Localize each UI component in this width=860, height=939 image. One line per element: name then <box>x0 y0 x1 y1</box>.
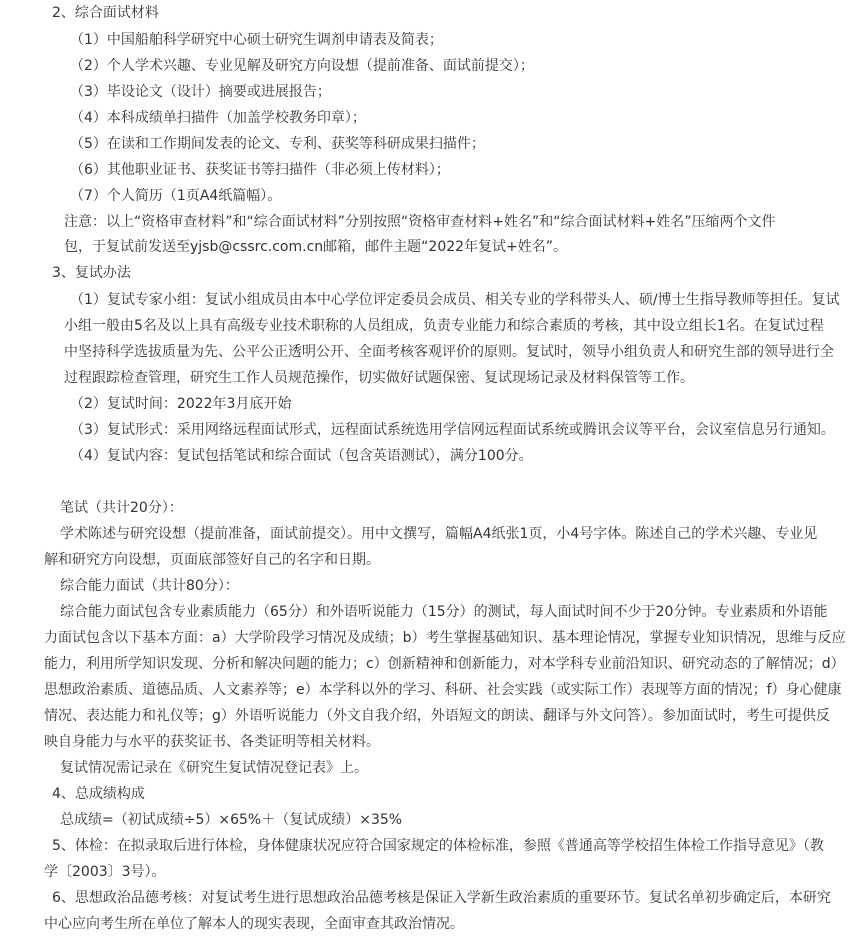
section-3-heading: 3、复试办法 <box>52 265 131 281</box>
section-6-line-2: 中心应向考生所在单位了解本人的现实表现，全面审查其政治情况。 <box>44 916 464 932</box>
interview-record-note: 复试情况需记录在《研究生复试情况登记表》上。 <box>60 760 368 776</box>
interview-line-5: 情况、表达能力和礼仪等；g）外语听说能力（外文自我介绍，外语短文的朗读、翻译与外文问答）。参加面试时，考生可提供反 <box>44 708 830 724</box>
section-3-item-1-line-4: 过程跟踪检查管理，研究生工作人员规范操作，切实做好试题保密、复试现场记录及材料保管等工作。 <box>64 370 694 386</box>
section-2-item-5: （5）在读和工作期间发表的论文、专利、获奖等科研成果扫描件； <box>70 136 485 152</box>
section-4-heading: 4、总成绩构成 <box>52 786 145 802</box>
section-3-item-1-line-2: 小组一般由5名及以上具有高级专业技术职称的人员组成，负责专业能力和综合素质的考核，其中设立组长1名。在复试过程 <box>64 318 824 334</box>
section-5-line-2: 学〔2003〕3号）。 <box>44 864 166 880</box>
section-5-line-1: 5、体检：在拟录取后进行体检，身体健康状况应符合国家规定的体检标准，参照《普通高等学校招生体检工作指导意见》（教 <box>52 838 824 854</box>
section-2-item-3: （3）毕设论文（设计）摘要或进展报告； <box>70 84 331 100</box>
interview-line-2: 力面试包含以下基本方面：a）大学阶段学习情况及成绩；b）考生掌握基础知识、基本理论情况，掌握专业知识情况，思维与反应 <box>44 630 846 646</box>
section-6-line-1: 6、思想政治品德考核：对复试考生进行思想政治品德考核是保证入学新生政治素质的重要环节。复试名单初步确定后，本研究 <box>52 890 831 906</box>
written-test-line-2: 解和研究方向设想，页面底部签好自己的名字和日期。 <box>44 552 380 568</box>
section-3-item-3: （3）复试形式：采用网络远程面试形式，远程面试系统选用学信网远程面试系统或腾讯会议等平台，会议室信息另行通知。 <box>70 422 835 438</box>
section-3-item-1-line-1: （1）复试专家小组：复试小组成员由本中心学位评定委员会成员、相关专业的学科带头人、硕/博士生指导教师等担任。复试 <box>70 292 840 308</box>
section-3-item-4: （4）复试内容：复试包括笔试和综合面试（包含英语测试），满分100分。 <box>70 448 533 464</box>
interview-line-6: 映自身能力与水平的获奖证书、各类证明等相关材料。 <box>44 734 380 750</box>
interview-line-1: 综合能力面试包含专业素质能力（65分）和外语听说能力（15分）的测试，每人面试时间不少于20分钟。专业素质和外语能 <box>60 604 828 620</box>
interview-line-4: 思想政治素质、道德品质、人文素养等；e）本学科以外的学习、科研、社会实践（或实际工作）表现等方面的情况；f）身心健康 <box>44 682 842 698</box>
written-test-heading: 笔试（共计20分）： <box>60 500 183 516</box>
written-test-line-1: 学术陈述与研究设想（提前准备，面试前提交）。用中文撰写，篇幅A4纸张1页，小4号字体。陈述自己的学术兴趣、专业见 <box>60 526 818 542</box>
section-3-item-2: （2）复试时间：2022年3月底开始 <box>70 396 292 412</box>
section-3-item-1-line-3: 中坚持科学选拔质量为先、公平公正透明公开、全面考核客观评价的原则。复试时，领导小组负责人和研究生部的领导进行全 <box>64 344 834 360</box>
section-2-item-4: （4）本科成绩单扫描件（加盖学校教务印章）； <box>70 110 366 126</box>
section-2-note-line-1: 注意：以上“资格审查材料”和“综合面试材料”分别按照“资格审查材料+姓名”和“综合面试材料+姓名”压缩两个文件 <box>64 214 776 230</box>
section-2-item-2: （2）个人学术兴趣、专业见解及研究方向设想（提前准备、面试前提交）； <box>70 58 534 74</box>
interview-heading: 综合能力面试（共计80分）： <box>60 578 239 594</box>
section-2-item-7: （7）个人简历（1页A4纸篇幅）。 <box>70 188 282 204</box>
section-2-item-1: （1）中国船舶科学研究中心硕士研究生调剂申请表及简表； <box>70 32 443 48</box>
interview-line-3: 能力，利用所学知识发现、分析和解决问题的能力；c）创新精神和创新能力，对本学科专业前沿知识、研究动态的了解情况；d） <box>44 656 845 672</box>
section-2-note-line-2: 包，于复试前发送至yjsb@cssrc.com.cn邮箱，邮件主题“2022年复试+姓名”。 <box>64 239 568 255</box>
total-score-formula: 总成绩=（初试成绩÷5）×65%＋（复试成绩）×35% <box>60 812 403 828</box>
section-2-heading: 2、综合面试材料 <box>52 5 159 21</box>
section-2-item-6: （6）其他职业证书、获奖证书等扫描件（非必须上传材料）； <box>70 162 450 178</box>
